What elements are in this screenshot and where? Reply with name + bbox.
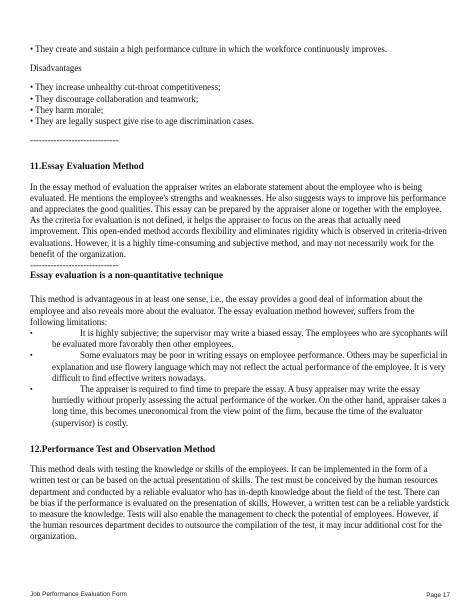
bullet-square-icon: ▪ <box>30 351 33 360</box>
list-item-text: The appraiser is required to find time to prepare the essay. A busy appraiser may write the essay hurriedly without properly assessing the actual performance of the worker. On the other hand, appraiser takes a long time, this becomes uneconomical from the view point of the firm, because the time of the evaluator (supervisor) is costly. <box>52 384 447 428</box>
section-12-paragraph: This method deals with testing the knowledge or skills of the employees. It can be implemented in the form of a written test or can be based on the actual presentation of skills. The test must be conceived by the human resources department and conducted by a reliable evaluator who has in-depth knowledge about the field of the test. There can be bias if the performance is evaluated on the presentation of skills. However, a written test can be a reliable yardstick to measure the knowledge. Tests will also enable the management to check the potential of employees. However, if the human resources department decides to outsource the compilation of the test, it may incur additional cost for the organization. <box>30 464 450 542</box>
footer-title: Job Performance Evaluation Form <box>30 591 127 598</box>
list-item-text: It is highly subjective; the supervisor may write a biased essay. The employees who are sycophants will be evaluated more favorably then other employees. <box>52 328 448 350</box>
section-12-heading: 12.Performance Test and Observation Method <box>30 444 216 455</box>
list-item: • They are legally suspect give rise to age discrimination cases. <box>30 116 255 127</box>
disadvantages-list <box>30 82 450 127</box>
list-item <box>30 328 450 350</box>
page-number: Page 17 <box>426 592 450 599</box>
bullet-square-icon: ▪ <box>30 329 33 338</box>
intro-bullet: • They create and sustain a high performance culture in which the workforce continuously improves. <box>30 44 388 54</box>
bullet-square-icon: ▪ <box>30 385 33 394</box>
limitations-list <box>30 328 450 429</box>
list-item <box>30 384 450 429</box>
page-content <box>30 44 450 543</box>
list-item: • They increase unhealthy cut-throat competitiveness; <box>30 82 221 93</box>
separator-rule: ------------------------------ <box>30 260 119 271</box>
section-11-paragraph-2: This method is advantageous in at least one sense, i.e., the essay provides a good deal of information about the employee and also reveals more about the evaluator. The essay evaluation method however, suffers from the following limitations: <box>30 294 423 327</box>
disadvantages-label: Disadvantages <box>30 63 82 74</box>
list-item-text: Some evaluators may be poor in writing essays on employee performance. Others may be superficial in explanation and use flowery language which may not reflect the actual performance of the employee. It is very difficult to find effective writers nowadays. <box>52 350 448 383</box>
section-11-paragraph: In the essay method of evaluation the appraiser writes an elaborate statement about the employee who is being evaluated. He mentions the employee's strengths and weaknesses. He also suggests ways to improve his performance and appreciates the good qualities. This essay can be prepared by the appraiser alone or together with the employee. As the criteria for evaluation is not defined, it helps the appraiser to focus on the areas that actually need improvement. This open-ended method accords flexibility and eliminates rigidity which is observed in criteria-driven evaluations. However, it is a highly time-consuming and subjective method, and may not necessarily work for the benefit of the organization. <box>30 181 447 259</box>
separator-rule: ------------------------------ <box>30 135 119 146</box>
section-11-subheading: Essay evaluation is a non-quantitative technique <box>30 271 223 282</box>
list-item <box>30 350 450 384</box>
list-item: • They discourage collaboration and teamwork; <box>30 93 199 104</box>
list-item: • They harm morale; <box>30 104 104 115</box>
section-11-heading: 11.Essay Evaluation Method <box>30 162 144 173</box>
